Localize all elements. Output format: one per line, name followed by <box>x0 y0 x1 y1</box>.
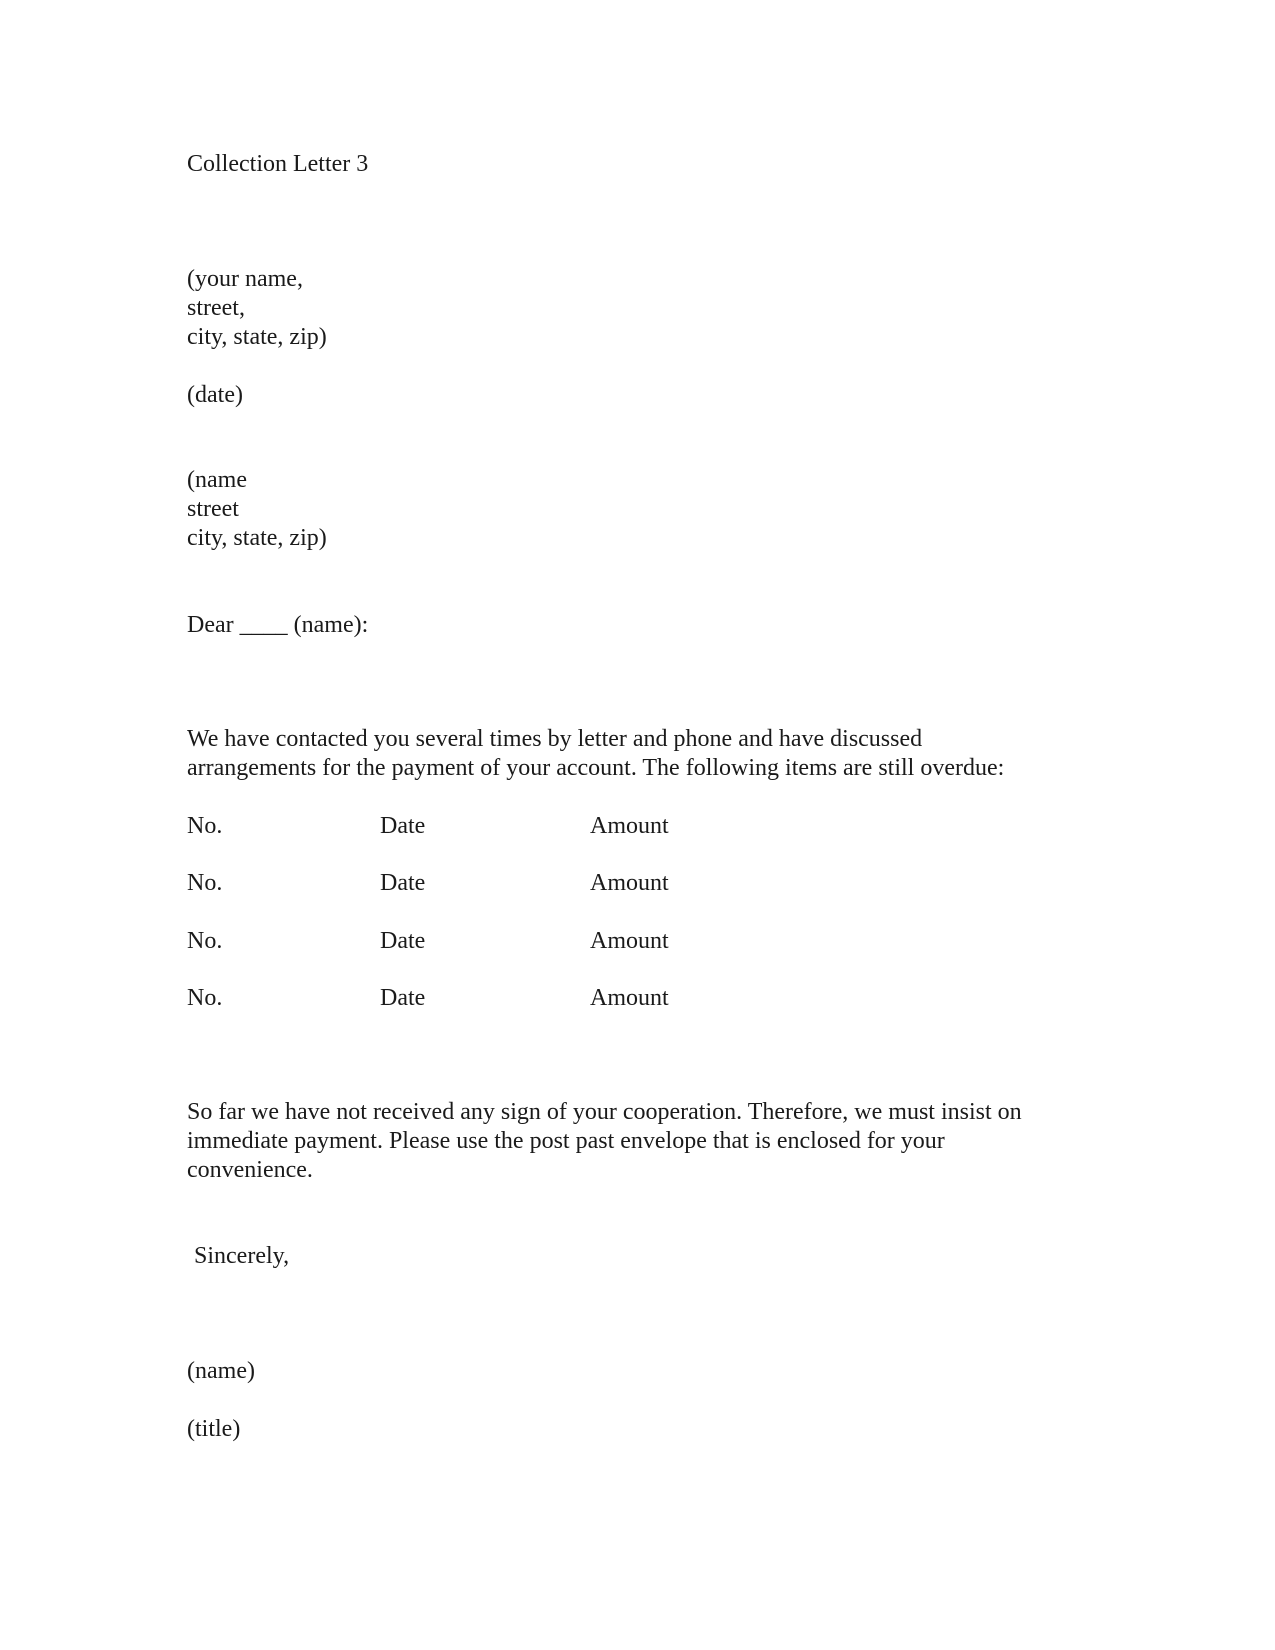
body-paragraph-1-line-2: arrangements for the payment of your account. The following items are still overdue: <box>187 755 1005 781</box>
item-date: Date <box>380 813 426 839</box>
salutation: Dear ____ (name): <box>187 612 369 638</box>
signer-name: (name) <box>187 1358 255 1384</box>
body-paragraph-2-line-2: immediate payment. Please use the post past envelope that is enclosed for your <box>187 1128 945 1154</box>
item-no: No. <box>187 870 223 896</box>
signer-title: (title) <box>187 1416 241 1442</box>
closing: Sincerely, <box>194 1243 290 1269</box>
recipient-line-3: city, state, zip) <box>187 525 327 551</box>
item-amount: Amount <box>590 870 669 896</box>
item-amount: Amount <box>590 985 669 1011</box>
item-no: No. <box>187 985 223 1011</box>
item-amount: Amount <box>590 813 669 839</box>
item-no: No. <box>187 928 223 954</box>
item-date: Date <box>380 870 426 896</box>
sender-line-1: (your name, <box>187 266 303 292</box>
sender-line-3: city, state, zip) <box>187 324 327 350</box>
sender-line-2: street, <box>187 295 245 321</box>
item-date: Date <box>380 928 426 954</box>
item-no: No. <box>187 813 223 839</box>
item-amount: Amount <box>590 928 669 954</box>
recipient-line-2: street <box>187 496 239 522</box>
body-paragraph-2-line-1: So far we have not received any sign of your cooperation. Therefore, we must insist on <box>187 1099 1022 1125</box>
document-title: Collection Letter 3 <box>187 151 369 177</box>
letter-date: (date) <box>187 382 243 408</box>
body-paragraph-1-line-1: We have contacted you several times by letter and phone and have discussed <box>187 726 923 752</box>
body-paragraph-2-line-3: convenience. <box>187 1157 313 1183</box>
recipient-line-1: (name <box>187 467 247 493</box>
item-date: Date <box>380 985 426 1011</box>
